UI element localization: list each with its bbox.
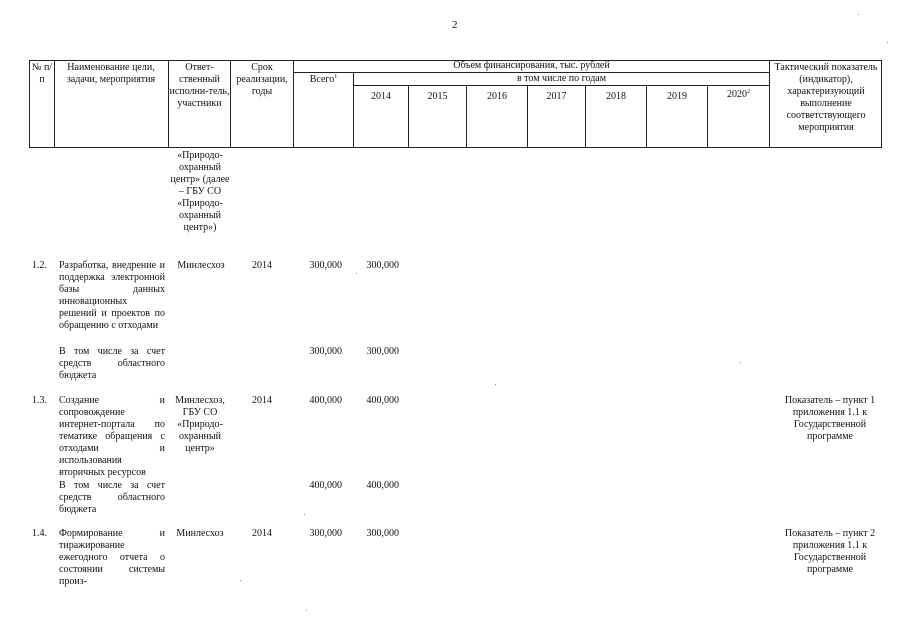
scan-speck: [495, 384, 496, 385]
funding-header: Объем финансирования, тыс. рублей: [453, 60, 610, 71]
indicator-cell: Показатель – пункт 1 приложения 1.1 к Государственной программе: [784, 395, 876, 442]
term-cell: 2014: [252, 395, 272, 406]
col-indicator-header: Тактический показатель (индикатор), характеризующий выполнение соответствующего мероприятия: [774, 62, 878, 133]
responsible-cell: Минлесхоз: [177, 260, 225, 271]
scan-speck: [858, 14, 859, 15]
row-number: 1.4.: [32, 528, 47, 539]
total-cell: 300,000: [309, 260, 342, 271]
year-header: 2014: [371, 91, 391, 102]
responsible-cell: Минлесхоз, ГБУ СО «Природо-охранный центр»: [175, 395, 225, 454]
activity-name: Формирование и тиражирование ежегодного отчета о состоянии системы произ-: [59, 528, 165, 587]
year-header: 2020$^2$: [727, 89, 750, 100]
scan-speck: [240, 580, 241, 581]
col-term-header: Срок реализации, годы: [236, 62, 288, 97]
responsible-cell: «Природо-охранный центр» (далее – ГБУ СО «Природо-охранный центр»): [170, 150, 230, 233]
activity-name: Разработка, внедрение и поддержка электронной базы данных инновационных решений и проектов по обращению с отходами: [59, 260, 165, 331]
term-cell: 2014: [252, 260, 272, 271]
activity-name: Создание и сопровождение интернет-портала по тематике обращения с отходами и использования вторичных ресурсов: [59, 395, 165, 478]
year-header: 2016: [487, 91, 507, 102]
activity-name: В том числе за счет средств областного бюджета: [59, 346, 165, 381]
col-name-header: Наименование цели, задачи, мероприятия: [66, 62, 156, 85]
year-header: 2018: [606, 91, 626, 102]
col-num-header: № п/п: [31, 62, 53, 85]
row-number: 1.3.: [32, 395, 47, 406]
year-2014-cell: 400,000: [366, 480, 399, 491]
scan-speck: [740, 362, 741, 363]
total-cell: 400,000: [309, 480, 342, 491]
year-2014-cell: 300,000: [366, 528, 399, 539]
activity-name: В том числе за счет средств областного бюджета: [59, 480, 165, 515]
term-cell: 2014: [252, 528, 272, 539]
page-number: 2: [452, 19, 458, 31]
scan-speck: [356, 273, 357, 274]
scan-speck: [887, 42, 888, 43]
total-cell: 300,000: [309, 528, 342, 539]
col-responsible-header: Ответ-ственный исполни-тель, участники: [169, 62, 230, 109]
scan-speck: [304, 514, 305, 515]
scan-speck: [306, 610, 307, 611]
by-years-header: в том числе по годам: [516, 73, 607, 84]
col-total-header: Всего$^1$: [309, 74, 338, 85]
indicator-cell: Показатель – пункт 2 приложения 1.1 к Государственной программе: [784, 528, 876, 575]
year-header: 2017: [546, 91, 567, 102]
year-2014-cell: 300,000: [366, 260, 399, 271]
responsible-cell: Минлесхоз: [176, 528, 224, 539]
total-cell: 400,000: [309, 395, 342, 406]
year-2014-cell: 300,000: [366, 346, 399, 357]
table-header: [29, 60, 882, 148]
row-number: 1.2.: [32, 260, 47, 271]
year-header: 2019: [667, 91, 687, 102]
total-cell: 300,000: [309, 346, 342, 357]
year-header: 2015: [427, 91, 448, 102]
year-2014-cell: 400,000: [366, 395, 399, 406]
